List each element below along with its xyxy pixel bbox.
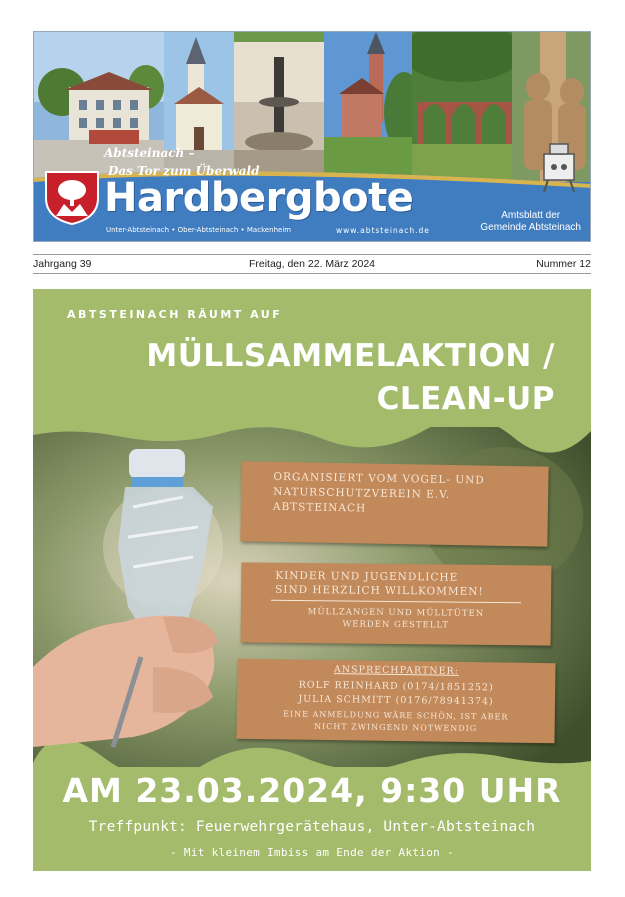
- masthead: [33, 31, 591, 242]
- masthead-slogan-line1: Abtsteinach –: [104, 146, 195, 160]
- kids-divider: [271, 600, 521, 604]
- issue-date: Freitag, den 22. März 2024: [248, 258, 376, 270]
- photo-fountain: [234, 32, 324, 182]
- organizer-line2: NATURSCHUTZVEREIN E.V.: [273, 485, 451, 501]
- photo-viaduct: [412, 32, 512, 182]
- contact-person-2: JULIA SCHMITT (0176/78941374): [298, 693, 494, 708]
- amtsblatt-line2: Gemeinde Abtsteinach: [480, 222, 581, 233]
- masthead-website-link[interactable]: www.abtsteinach.de: [336, 226, 430, 235]
- municipal-crest-icon: [42, 168, 102, 226]
- headline-line2: CLEAN-UP: [376, 381, 555, 417]
- registration-line2: NICHT ZWINGEND NOTWENDIG: [313, 721, 478, 734]
- supplies-line1: MÜLLZANGEN UND MÜLLTÜTEN: [307, 607, 485, 619]
- masthead-amtsblatt: [480, 210, 581, 234]
- kids-line2: SIND HERZLICH WILLKOMMEN!: [275, 583, 484, 598]
- photo-chapel: [324, 32, 412, 182]
- contact-title: ANSPRECHPARTNER:: [333, 664, 460, 677]
- issue-number: Nummer 12: [536, 258, 591, 270]
- snack-note: - Mit kleinem Imbiss am Ende der Aktion -: [170, 846, 454, 859]
- masthead-slogan-line2: Das Tor zum Überwald: [108, 164, 260, 178]
- poster-headline: [146, 335, 555, 421]
- masthead-title: Hardbergbote: [104, 175, 414, 221]
- amtsblatt-line1: Amtsblatt der: [501, 210, 561, 221]
- contact-note: [236, 659, 555, 743]
- registration-line1: EINE ANMELDUNG WÄRE SCHÖN, IST ABER: [283, 709, 509, 722]
- masthead-villages: Unter-Abtsteinach • Ober-Abtsteinach • Mackenheim: [106, 226, 292, 234]
- poster-kicker: ABTSTEINACH RÄUMT AUF: [67, 308, 283, 321]
- organizer-line1: ORGANISIERT VOM VOGEL- UND: [273, 470, 485, 487]
- cleanup-poster: [33, 289, 591, 871]
- organizer-note: [240, 461, 548, 546]
- kids-line1: KINDER UND JUGENDLICHE: [275, 569, 459, 584]
- organizer-line3: ABTSTEINACH: [272, 500, 367, 515]
- event-datetime: AM 23.03.2024, 9:30 UHR: [62, 771, 562, 810]
- meeting-point: Treffpunkt: Feuerwehrgerätehaus, Unter-Abtsteinach: [88, 819, 536, 835]
- headline-line1: MÜLLSAMMELAKTION /: [146, 338, 555, 374]
- contact-person-1: ROLF REINHARD (0174/1851252): [298, 679, 494, 694]
- supplies-line2: WERDEN GESTELLT: [342, 619, 450, 631]
- issue-volume: Jahrgang 39: [33, 258, 92, 270]
- issue-info-line: [33, 254, 591, 274]
- mascot-figure-icon: [534, 140, 584, 195]
- kids-welcome-note: [241, 562, 552, 645]
